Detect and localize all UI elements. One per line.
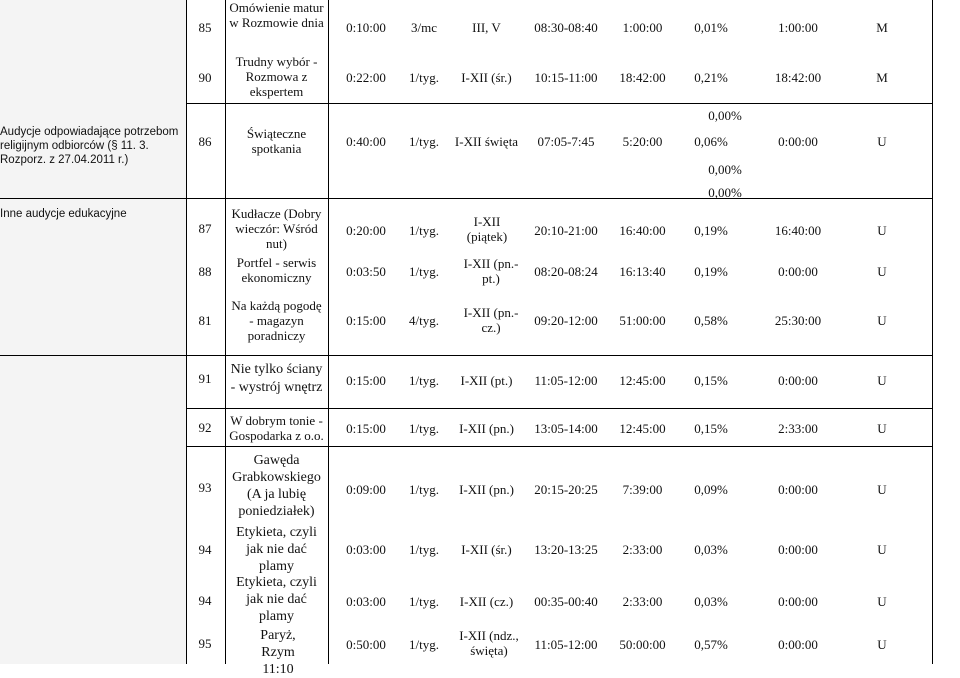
total-time: 18:42:00	[619, 70, 666, 85]
program-title: W dobrym tonie - Gospodarka z o.o.	[229, 413, 324, 443]
program-title: Nie tylko ściany - wystrój wnętrz	[230, 362, 323, 395]
percent: 0,15%	[694, 421, 728, 436]
total-time: 12:45:00	[619, 421, 666, 436]
table-row	[186, 522, 932, 574]
percent: 0,06%	[694, 134, 728, 149]
percent: 0,58%	[694, 313, 728, 328]
subtotal-percent: 0,00%	[708, 185, 742, 200]
months: I-XII (pt.)	[460, 373, 513, 388]
grid-line	[932, 0, 933, 664]
percent: 0,15%	[694, 373, 728, 388]
total-time-2: 16:40:00	[774, 223, 822, 238]
program-title: Portfel - serwis ekonomiczny	[236, 255, 317, 285]
category-column	[0, 0, 186, 664]
total-time: 50:00:00	[619, 637, 666, 652]
total-time: 16:13:40	[619, 264, 666, 279]
row-number: 92	[198, 420, 212, 435]
total-time: 2:33:00	[622, 594, 663, 609]
percent: 0,57%	[694, 637, 728, 652]
duration: 0:03:50	[346, 264, 386, 279]
table-row	[186, 626, 932, 677]
frequency: 4/tyg.	[409, 313, 439, 328]
row-number: 94	[198, 593, 212, 608]
total-time-2: 0:00:00	[778, 134, 818, 149]
airtime: 11:05-12:00	[534, 637, 598, 652]
total-time-2: 0:00:00	[778, 542, 818, 557]
code: U	[877, 134, 887, 149]
program-title: Kudłacze (Dobry wieczór: Wśród nut)	[231, 206, 322, 251]
duration: 0:50:00	[346, 637, 386, 652]
table-row	[186, 296, 932, 351]
total-time-2: 1:00:00	[778, 20, 818, 35]
program-title: Etykieta, czyli jak nie dać plamy	[236, 525, 317, 574]
percent: 0,03%	[694, 542, 728, 557]
airtime: 13:05-14:00	[534, 421, 598, 436]
total-time-2: 0:00:00	[778, 637, 818, 652]
months: I-XII (piątek)	[466, 214, 508, 244]
total-time-2: 2:33:00	[778, 421, 818, 436]
airtime: 00:35-00:40	[534, 594, 598, 609]
months: I-XII (pn.)	[459, 421, 514, 436]
total-time-2: 25:30:00	[774, 313, 822, 328]
frequency: 1/tyg.	[409, 542, 439, 557]
frequency: 1/tyg.	[409, 637, 439, 652]
duration: 0:15:00	[346, 421, 386, 436]
row-number: 91	[198, 371, 212, 386]
grid-line	[186, 103, 932, 104]
months: I-XII święta	[454, 134, 519, 149]
duration: 0:09:00	[346, 482, 386, 497]
program-title: Paryż, Rzym 11:10	[260, 628, 296, 677]
percent: 0,21%	[694, 70, 728, 85]
months: I-XII (ndz., święta)	[459, 628, 519, 658]
frequency: 1/tyg.	[409, 594, 439, 609]
duration: 0:15:00	[346, 313, 386, 328]
category-religious: Audycje odpowiadające potrzebom religijnym odbiorców (§ 11. 3. Rozporz. z 27.04.2011 r.)	[0, 126, 179, 166]
table-row	[186, 360, 932, 405]
code: U	[877, 594, 887, 609]
duration: 0:22:00	[346, 70, 386, 85]
frequency: 1/tyg.	[409, 70, 439, 85]
table-row	[186, 574, 932, 626]
row-number: 88	[198, 264, 212, 279]
table-row	[186, 411, 932, 445]
total-time: 7:39:00	[622, 482, 663, 497]
row-number: 93	[198, 480, 212, 495]
row-number: 90	[198, 70, 212, 85]
frequency: 1/tyg.	[409, 482, 439, 497]
code: U	[877, 637, 887, 652]
duration: 0:40:00	[346, 134, 386, 149]
airtime: 13:20-13:25	[534, 542, 598, 557]
code: U	[877, 421, 887, 436]
airtime: 20:10-21:00	[534, 223, 598, 238]
program-title: Gawęda Grabkowskiego (A ja lubię poniedziałek)	[232, 453, 321, 519]
total-time: 51:00:00	[619, 313, 666, 328]
row-number: 95	[198, 636, 212, 651]
grid-line	[186, 355, 932, 356]
program-title: Trudny wybór - Rozmowa z ekspertem	[235, 54, 318, 99]
subtotal-percent: 0,00%	[708, 162, 742, 177]
program-title: Etykieta, czyli jak nie dać plamy	[236, 575, 317, 624]
percent: 0,03%	[694, 594, 728, 609]
row-number: 87	[198, 221, 212, 236]
grid-line	[0, 198, 186, 199]
months: I-XII (cz.)	[459, 594, 514, 609]
months: I-XII (pn.-pt.)	[463, 256, 519, 286]
months: III, V	[472, 20, 501, 35]
months: I-XII (pn.-cz.)	[463, 305, 519, 335]
subtotal-percent: 0,00%	[708, 108, 742, 123]
code: U	[877, 373, 887, 388]
duration: 0:10:00	[346, 20, 386, 35]
total-time: 2:33:00	[622, 542, 663, 557]
grid-line	[186, 446, 932, 447]
row-number: 81	[198, 313, 212, 328]
total-time-2: 0:00:00	[778, 264, 818, 279]
frequency: 1/tyg.	[409, 264, 439, 279]
code: U	[877, 313, 887, 328]
frequency: 3/mc	[411, 20, 437, 35]
airtime: 20:15-20:25	[534, 482, 598, 497]
total-time: 12:45:00	[619, 373, 666, 388]
row-number: 86	[198, 134, 212, 149]
code: M	[876, 70, 888, 85]
table-row	[186, 450, 932, 524]
percent: 0,19%	[694, 264, 728, 279]
frequency: 1/tyg.	[409, 223, 439, 238]
total-time-2: 0:00:00	[778, 373, 818, 388]
code: U	[877, 482, 887, 497]
total-time-2: 18:42:00	[774, 70, 822, 85]
duration: 0:03:00	[346, 542, 386, 557]
duration: 0:03:00	[346, 594, 386, 609]
row-number: 85	[198, 20, 212, 35]
table-row	[186, 205, 932, 253]
months: I-XII (śr.)	[461, 70, 512, 85]
airtime: 10:15-11:00	[534, 70, 598, 85]
grid-line	[0, 355, 186, 356]
duration: 0:20:00	[346, 223, 386, 238]
total-time: 5:20:00	[622, 134, 663, 149]
code: U	[877, 542, 887, 557]
total-time: 1:00:00	[622, 20, 663, 35]
airtime: 09:20-12:00	[534, 313, 598, 328]
percent: 0,19%	[694, 223, 728, 238]
code: M	[876, 20, 888, 35]
duration: 0:15:00	[346, 373, 386, 388]
months: I-XII (śr.)	[461, 542, 512, 557]
grid-line	[186, 198, 932, 199]
airtime: 08:30-08:40	[534, 20, 598, 35]
code: U	[877, 223, 887, 238]
category-educational: Inne audycje edukacyjne	[0, 208, 127, 220]
program-title: Świąteczne spotkania	[246, 126, 307, 156]
percent: 0,09%	[694, 482, 728, 497]
total-time-2: 0:00:00	[778, 482, 818, 497]
total-time-2: 0:00:00	[778, 594, 818, 609]
table-row	[186, 125, 932, 160]
table-row	[186, 52, 932, 102]
program-title: Omówienie matur w Rozmowie dnia	[229, 0, 324, 30]
frequency: 1/tyg.	[409, 134, 439, 149]
table-row	[186, 0, 932, 50]
table-row	[186, 253, 932, 293]
total-time: 16:40:00	[619, 223, 666, 238]
airtime: 11:05-12:00	[534, 373, 598, 388]
frequency: 1/tyg.	[409, 373, 439, 388]
program-title: Na każdą pogodę - magazyn poradniczy	[231, 298, 322, 343]
percent: 0,01%	[694, 20, 728, 35]
airtime: 07:05-7:45	[537, 134, 595, 149]
frequency: 1/tyg.	[409, 421, 439, 436]
grid-line	[186, 408, 932, 409]
months: I-XII (pn.)	[459, 482, 514, 497]
row-number: 94	[198, 542, 212, 557]
code: U	[877, 264, 887, 279]
airtime: 08:20-08:24	[534, 264, 598, 279]
